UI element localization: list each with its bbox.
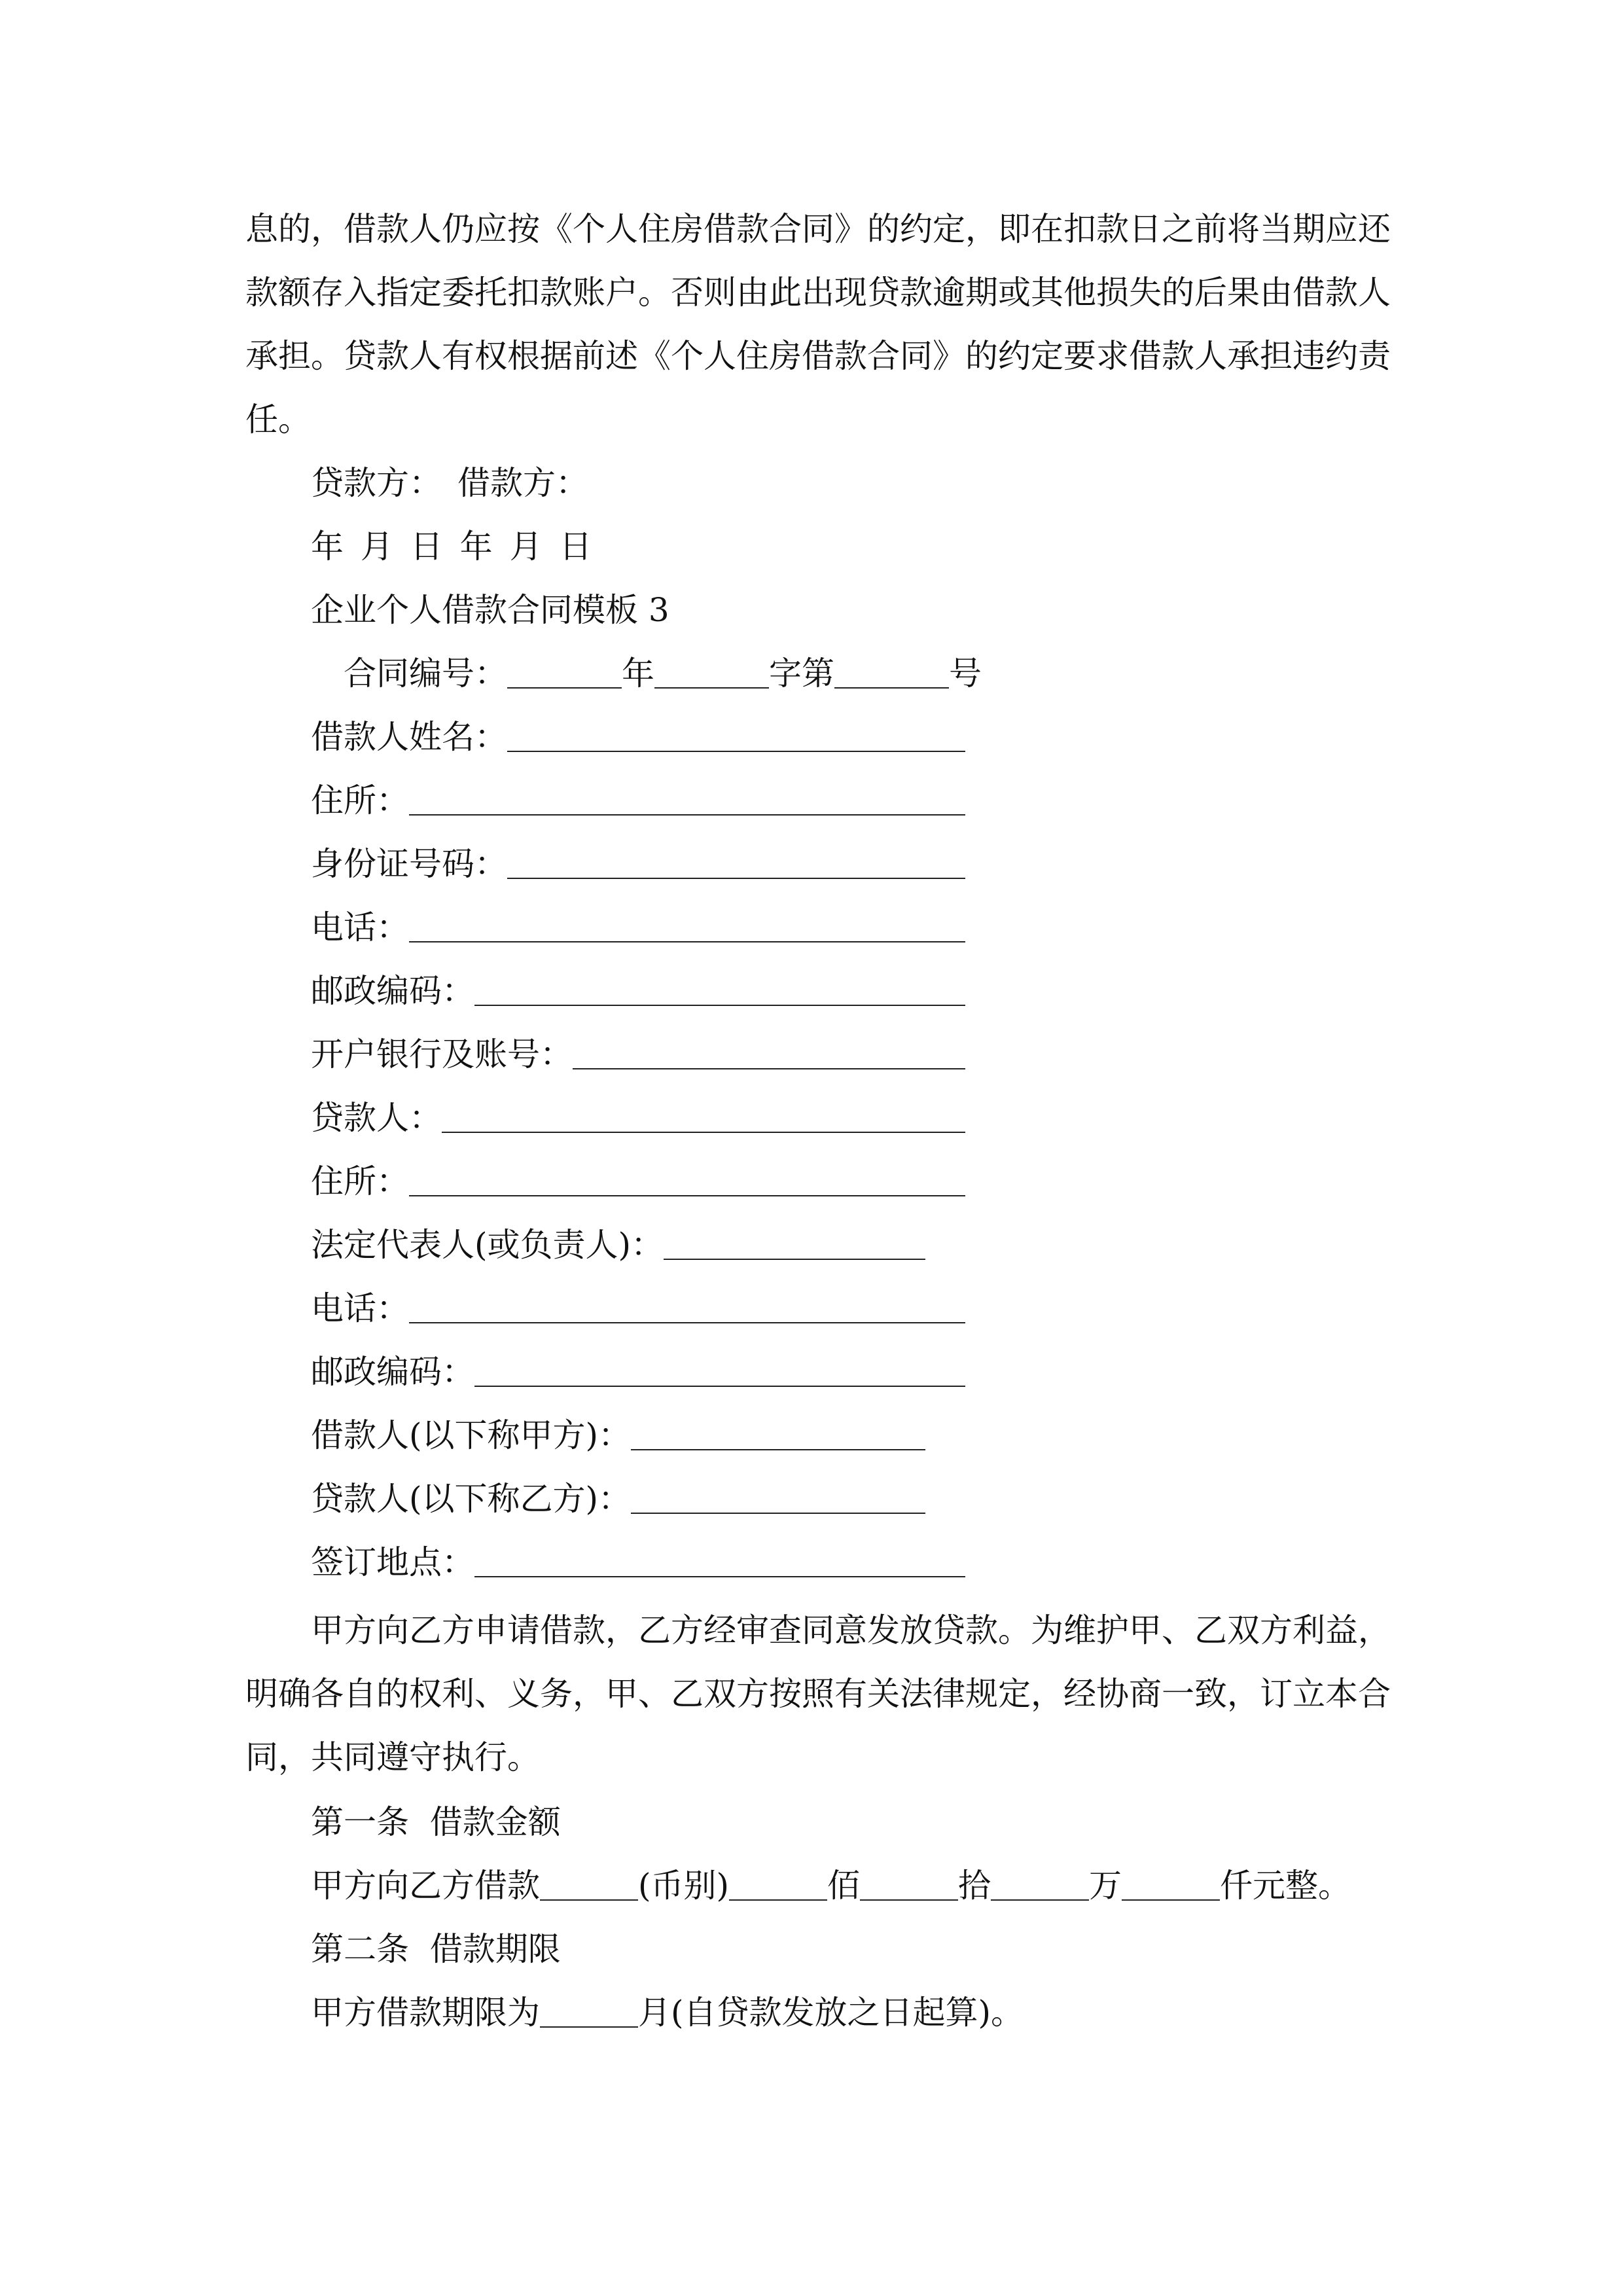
field-label: 借款人(以下称甲方)： — [311, 1416, 632, 1454]
field-blank[interactable] — [507, 849, 965, 879]
article2-heading: 第二条 借款期限 — [311, 1930, 561, 1968]
intro-line: 承担。贷款人有权根据前述《个人住房借款合同》的约定要求借款人承担违约责 — [245, 337, 1391, 375]
qian-blank[interactable] — [1122, 1871, 1220, 1901]
shi-blank[interactable] — [860, 1871, 958, 1901]
field-blank[interactable] — [409, 1166, 965, 1196]
field-blank[interactable] — [664, 1230, 925, 1260]
template-title: 企业个人借款合同模板 3 — [311, 591, 669, 629]
preamble-line: 甲方向乙方申请借款，乙方经审查同意发放贷款。为维护甲、乙双方利益， — [311, 1611, 1391, 1649]
field-blank[interactable] — [409, 912, 965, 942]
contract-zi-blank[interactable] — [654, 658, 769, 689]
lender-label: 贷款方： — [311, 464, 442, 502]
amount-blank[interactable] — [540, 1871, 638, 1901]
field-row — [311, 1416, 925, 1455]
field-row — [311, 1479, 925, 1518]
field-row — [311, 781, 965, 820]
article2-text-a: 甲方借款期限为 — [311, 1994, 540, 2032]
field-row — [311, 844, 965, 884]
field-label: 借款人姓名： — [311, 718, 507, 756]
article2-text-b: 月(自贷款发放之日起算)。 — [638, 1994, 1024, 2032]
field-row — [311, 1352, 965, 1391]
field-blank[interactable] — [573, 1039, 965, 1069]
field-label: 签订地点： — [311, 1543, 474, 1581]
term-months-blank[interactable] — [540, 1998, 638, 2028]
field-row — [311, 1225, 925, 1265]
signature-date-line: 年 月 日 年 月 日 — [311, 528, 592, 565]
article2-text — [311, 1993, 1024, 2032]
contract-number-label: 合同编号： — [344, 655, 507, 692]
intro-line: 息的，借款人仍应按《个人住房借款合同》的约定，即在扣款日之前将当期应还 — [245, 210, 1391, 248]
field-blank[interactable] — [474, 1547, 965, 1577]
field-label: 邮政编码： — [311, 972, 474, 1010]
borrower-label: 借款方： — [457, 464, 588, 502]
field-label: 法定代表人(或负责人)： — [311, 1226, 664, 1264]
contract-year-label: 年 — [622, 655, 654, 692]
field-blank[interactable] — [409, 1293, 965, 1323]
preamble-paragraph — [245, 1599, 1391, 1789]
bai-label: 佰 — [827, 1867, 861, 1905]
field-label: 住所： — [311, 1162, 409, 1200]
field-blank[interactable] — [474, 1357, 965, 1387]
wan-label: 万 — [1089, 1867, 1122, 1905]
shi-label: 拾 — [958, 1867, 991, 1905]
field-blank[interactable] — [442, 1103, 965, 1133]
currency-label: (币别) — [638, 1867, 730, 1905]
field-label: 邮政编码： — [311, 1353, 474, 1391]
field-blank[interactable] — [507, 722, 965, 752]
preamble-line: 明确各自的权利、义务，甲、乙双方按照有关法律规定，经协商一致，订立本合 — [245, 1675, 1391, 1713]
contract-hao-label: 号 — [949, 655, 982, 692]
signature-line — [311, 463, 588, 503]
intro-paragraph — [245, 198, 1391, 452]
field-label: 住所： — [311, 781, 409, 819]
intro-line: 款额存入指定委托扣款账户。否则由此出现贷款逾期或其他损失的后果由借款人 — [245, 274, 1391, 312]
field-blank[interactable] — [631, 1420, 925, 1450]
article1-heading: 第一条 借款金额 — [311, 1803, 561, 1841]
field-row — [311, 1098, 965, 1138]
wan-blank[interactable] — [991, 1871, 1089, 1901]
field-row — [311, 1543, 965, 1582]
qian-end-label: 仟元整。 — [1220, 1867, 1351, 1905]
field-label: 身份证号码： — [311, 845, 507, 883]
article1-text-a: 甲方向乙方借款 — [311, 1867, 540, 1905]
bai-blank[interactable] — [729, 1871, 827, 1901]
field-blank[interactable] — [474, 976, 965, 1006]
field-blank[interactable] — [631, 1484, 925, 1514]
intro-line: 任。 — [245, 401, 311, 439]
article1-text — [311, 1866, 1351, 1905]
field-row — [311, 1289, 965, 1328]
contract-year-blank[interactable] — [507, 658, 622, 689]
field-row — [311, 1162, 965, 1201]
contract-number-line — [344, 654, 982, 693]
contract-zidi-label: 字第 — [769, 655, 834, 692]
field-row — [311, 1035, 965, 1074]
field-label: 开户银行及账号： — [311, 1035, 573, 1073]
preamble-line: 同，共同遵守执行。 — [245, 1738, 540, 1776]
field-label: 贷款人(以下称乙方)： — [311, 1480, 632, 1518]
field-blank[interactable] — [409, 785, 965, 816]
field-label: 电话： — [311, 1289, 409, 1327]
field-label: 贷款人： — [311, 1099, 442, 1137]
field-row — [311, 971, 965, 1011]
field-row — [311, 908, 965, 947]
contract-no-blank[interactable] — [834, 658, 949, 689]
field-label: 电话： — [311, 908, 409, 946]
field-row — [311, 717, 965, 757]
